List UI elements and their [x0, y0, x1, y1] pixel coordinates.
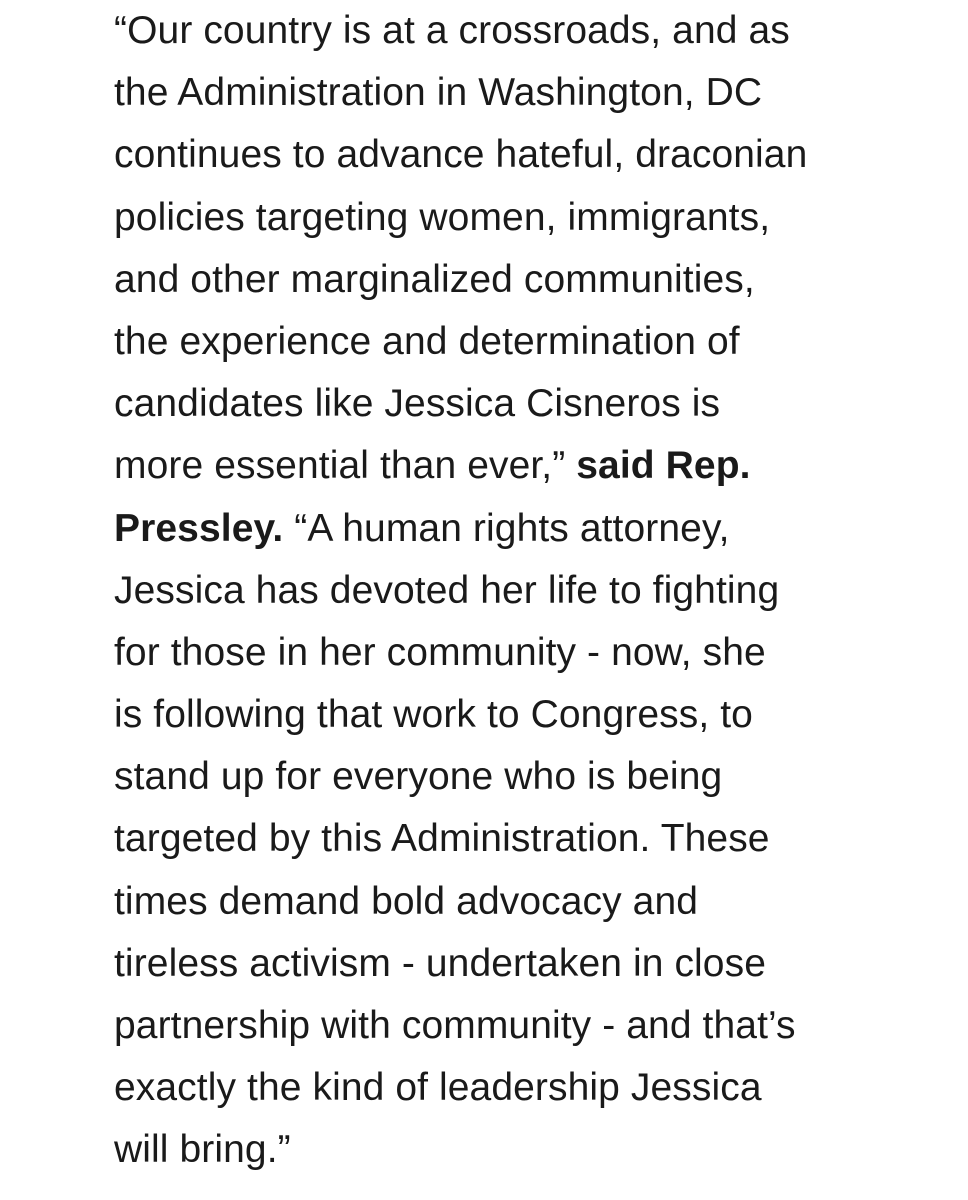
quote-line-10: Jessica has devoted her life to fighting — [114, 568, 780, 612]
quote-line-9-text: “A human rights attorney, — [283, 506, 730, 550]
quote-line-1: “Our country is at a crossroads, and as — [114, 9, 790, 52]
quote-line-6: the experience and determination of — [114, 319, 740, 363]
quote-line-4: policies targeting women, immigrants, — [114, 195, 771, 239]
quote-line-16: tireless activism - undertaken in close — [114, 941, 766, 985]
quote-line-8 — [114, 435, 934, 497]
quote-line-7: candidates like Jessica Cisneros is — [114, 382, 721, 426]
attribution-name: Pressley. — [114, 506, 284, 550]
quote-line-17: partnership with community - and that’s — [114, 1004, 796, 1047]
quote-line-19: will bring.” — [114, 1128, 291, 1172]
quote-line-9 — [114, 498, 934, 560]
quote-line-3: continues to advance hateful, draconian — [114, 133, 808, 177]
quote-line-14: targeted by this Administration. These — [114, 817, 770, 861]
quote-paragraph — [114, 0, 934, 1182]
attribution-said-rep: said Rep. — [576, 444, 751, 488]
quote-line-11: for those in her community - now, she — [114, 630, 766, 674]
quote-line-2: the Administration in Washington, DC — [114, 71, 763, 115]
quote-line-8-text: more essential than ever,” — [114, 444, 577, 488]
quote-line-5: and other marginalized communities, — [114, 257, 755, 301]
quote-line-15: times demand bold advocacy and — [114, 879, 699, 923]
quote-line-18: exactly the kind of leadership Jessica — [114, 1066, 762, 1110]
quote-line-12: is following that work to Congress, to — [114, 693, 753, 737]
quote-line-13: stand up for everyone who is being — [114, 755, 723, 799]
